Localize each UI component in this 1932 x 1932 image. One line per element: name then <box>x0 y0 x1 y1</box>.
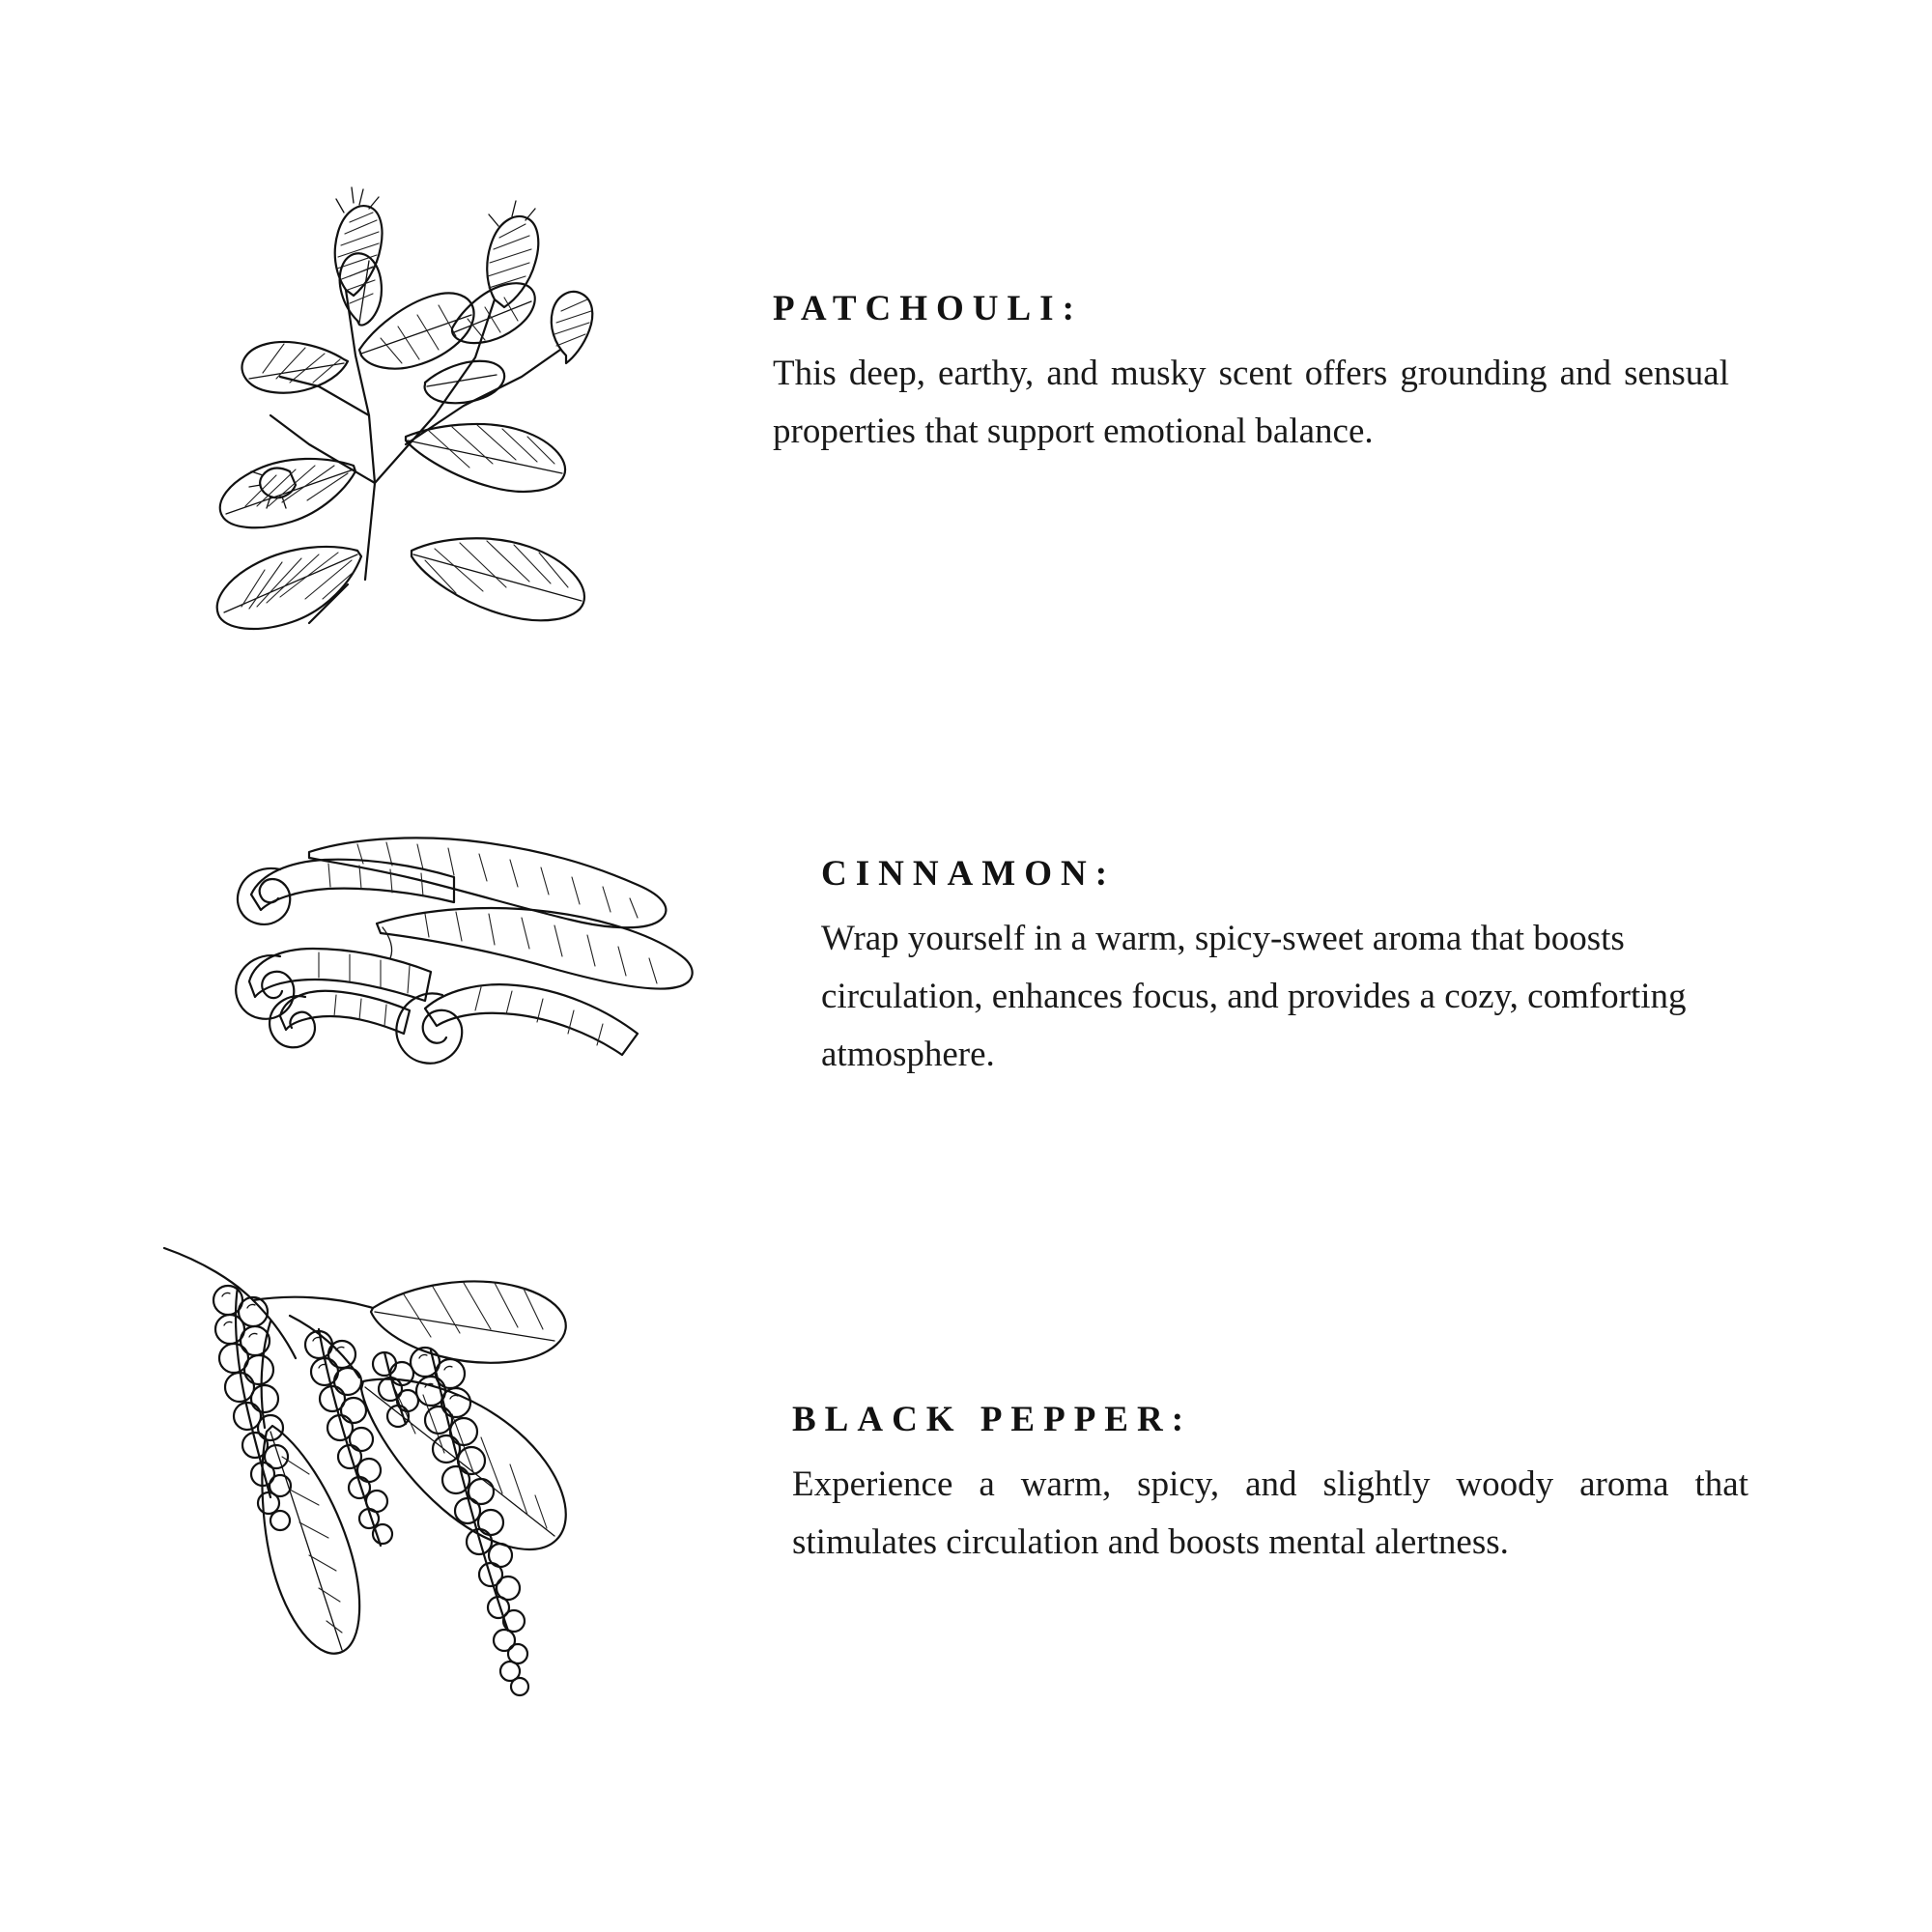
scent-description-cinnamon: Wrap yourself in a warm, spicy-sweet aroma that boosts circulation, enhances focus, and provides a cozy, comforting atmosphere. <box>821 918 1687 1074</box>
scent-title-patchouli: PATCHOULI: <box>773 289 1083 328</box>
patchouli-plant-illustration <box>116 97 657 638</box>
scent-description-black-pepper: Experience a warm, spicy, and slightly woody aroma that stimulates circulation and boosts mental alertness. <box>792 1463 1748 1562</box>
scent-entry-black-pepper <box>0 1236 1835 1739</box>
scent-title-black-pepper: BLACK PEPPER: <box>792 1400 1193 1439</box>
black-pepper-copy <box>792 1401 1748 1572</box>
cinnamon-copy <box>821 855 1777 1084</box>
black-pepper-branch-illustration <box>145 1236 705 1739</box>
scent-description-patchouli: This deep, earthy, and musky scent offers grounding and sensual properties that support emotional balance. <box>773 353 1729 451</box>
scent-entry-cinnamon <box>0 802 1835 1092</box>
cinnamon-sticks-illustration <box>135 802 715 1092</box>
scent-title-cinnamon: CINNAMON: <box>821 854 1117 894</box>
scent-entry-patchouli <box>0 97 1835 638</box>
patchouli-copy <box>773 290 1729 461</box>
